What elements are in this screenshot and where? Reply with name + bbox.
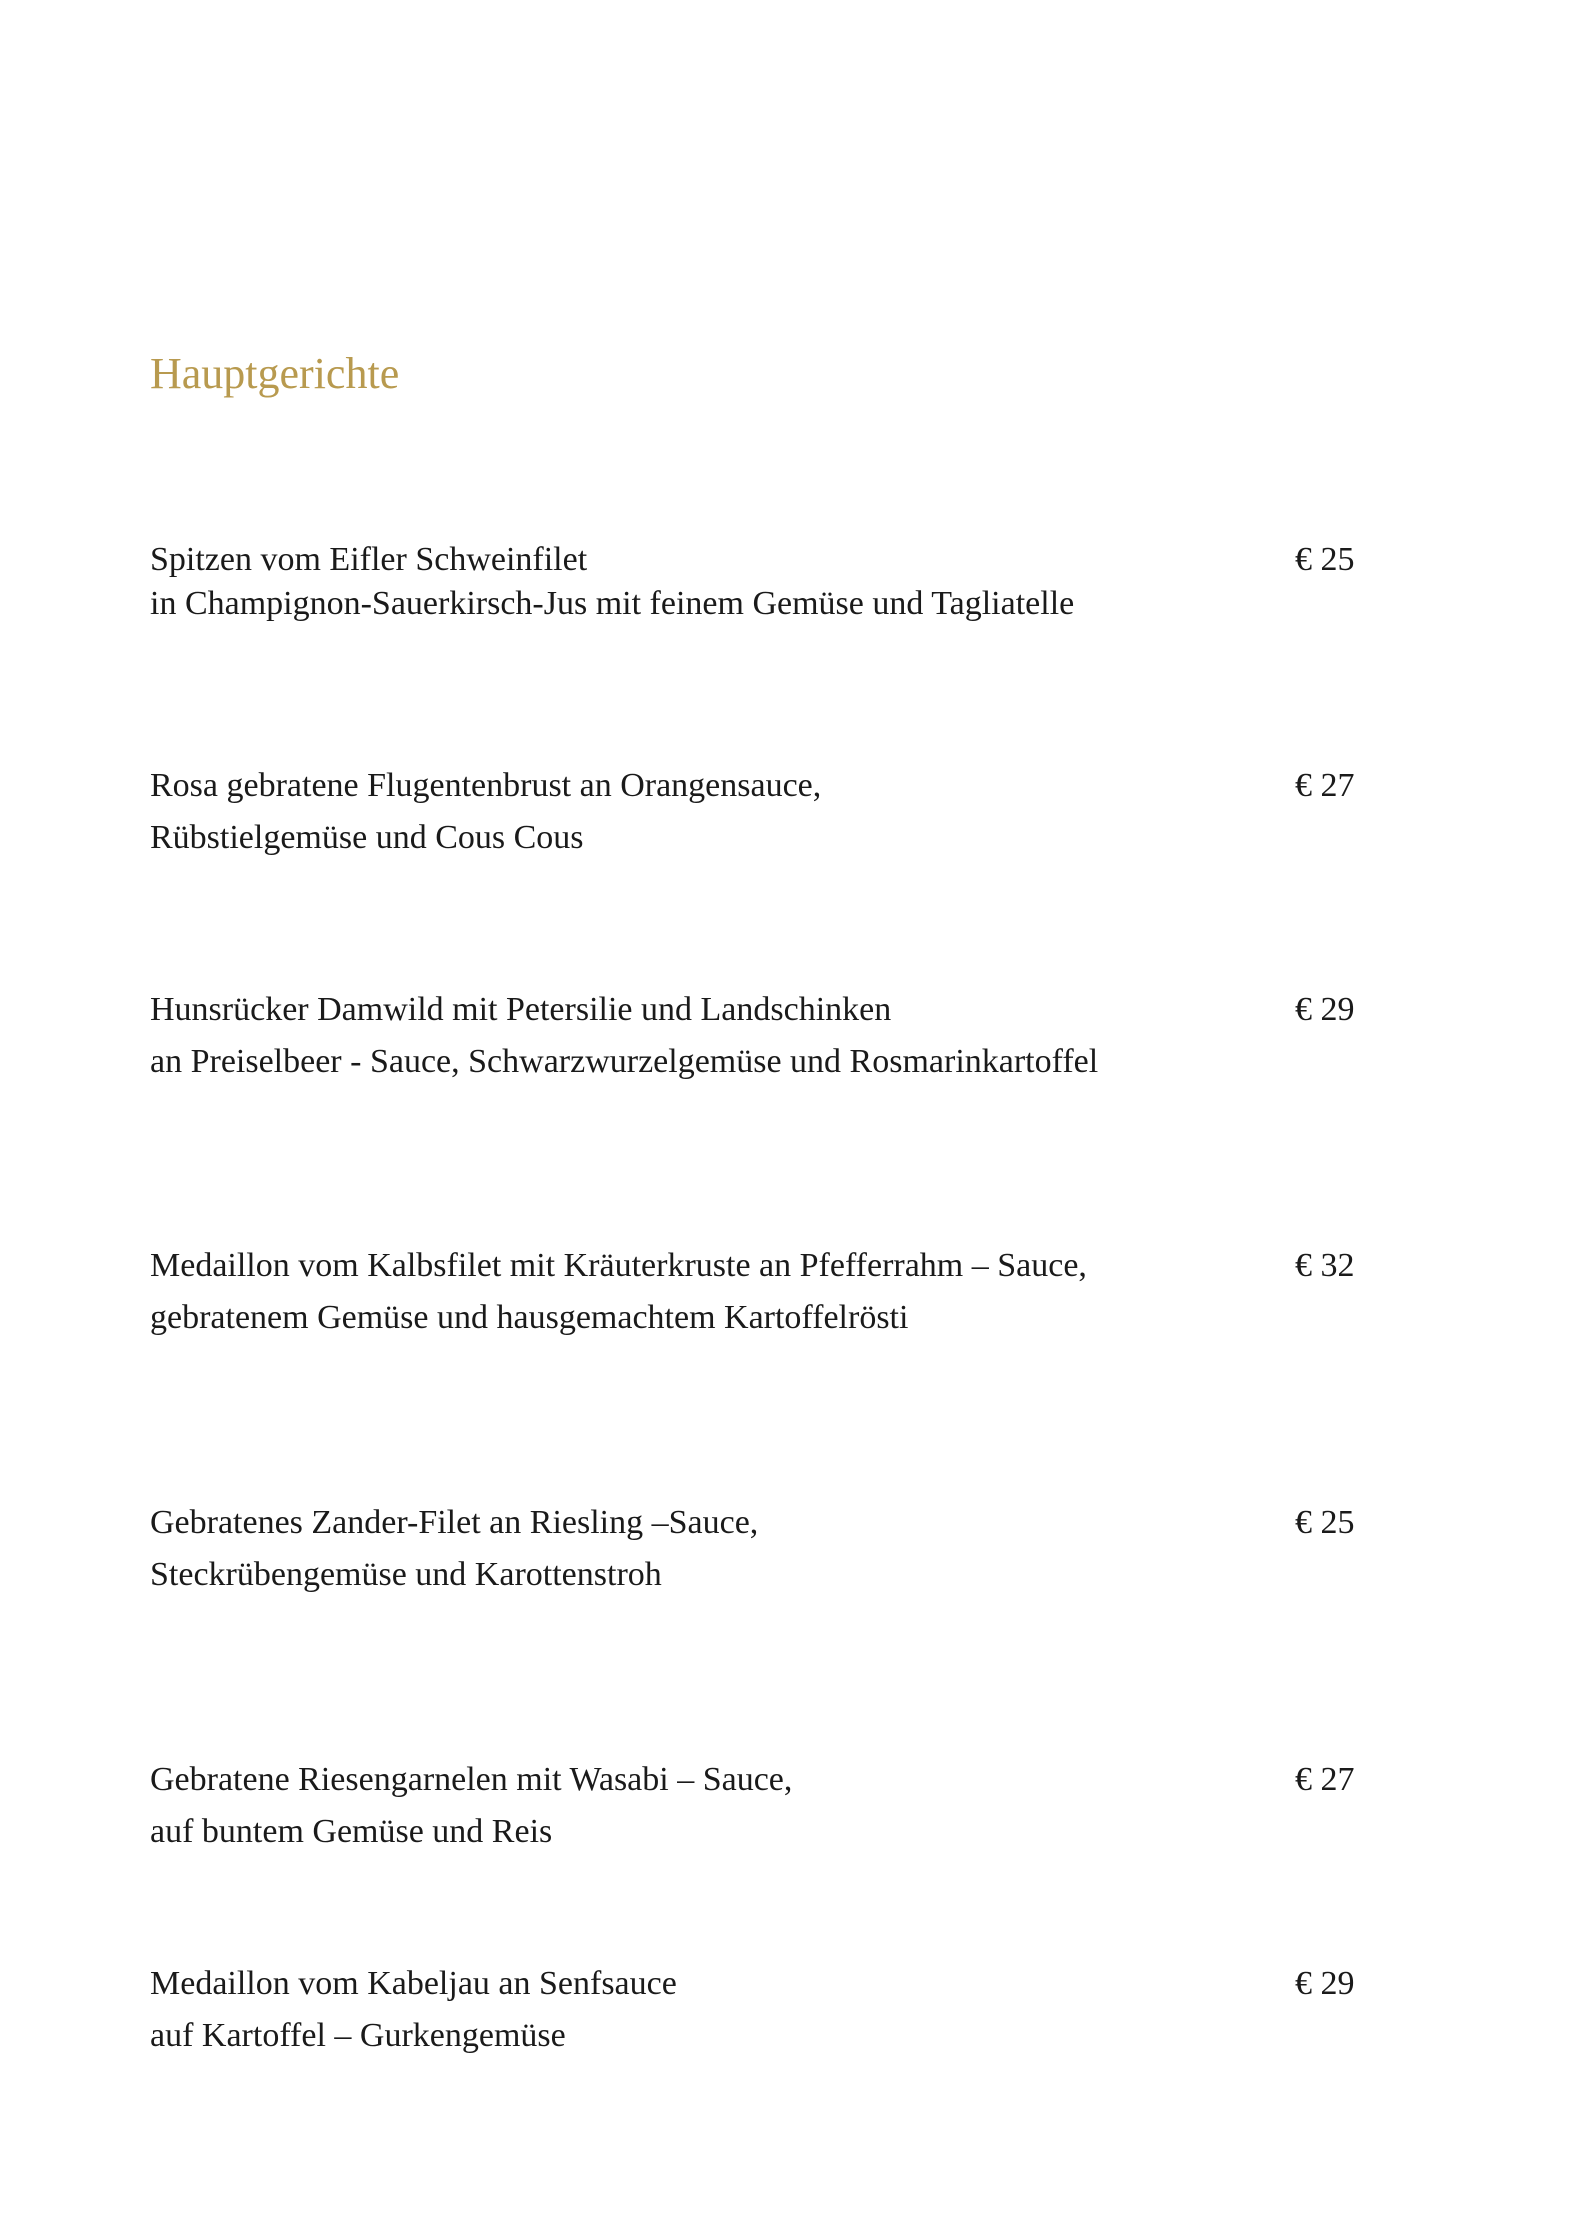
dish-description: Rübstielgemüse und Cous Cous — [150, 819, 584, 856]
dish-price: € 32 — [1295, 1247, 1355, 1284]
dish-price: € 27 — [1295, 1761, 1355, 1798]
dish-title: Medaillon vom Kabeljau an Senfsauce — [150, 1965, 677, 2002]
dish-price: € 29 — [1295, 1965, 1355, 2002]
dish-description: auf buntem Gemüse und Reis — [150, 1813, 553, 1850]
dish-description: Steckrübengemüse und Karottenstroh — [150, 1556, 662, 1593]
menu-item — [150, 1501, 1375, 1597]
section-heading: Hauptgerichte — [150, 349, 400, 398]
dish-price: € 25 — [1295, 541, 1355, 578]
dish-title: Rosa gebratene Flugentenbrust an Orangensauce, — [150, 767, 822, 804]
dish-title: Gebratene Riesengarnelen mit Wasabi – Sauce, — [150, 1761, 793, 1798]
menu-item — [150, 1962, 1375, 2058]
dish-price: € 25 — [1295, 1504, 1355, 1541]
menu-item — [150, 764, 1375, 860]
dish-title: Medaillon vom Kalbsfilet mit Kräuterkruste an Pfefferrahm – Sauce, — [150, 1247, 1087, 1284]
dish-price: € 29 — [1295, 991, 1355, 1028]
dish-description: an Preiselbeer - Sauce, Schwarzwurzelgemüse und Rosmarinkartoffel — [150, 1043, 1099, 1080]
menu-item — [150, 1758, 1375, 1854]
dish-description: in Champignon-Sauerkirsch-Jus mit feinem Gemüse und Tagliatelle — [150, 585, 1075, 622]
menu-item — [150, 1244, 1375, 1340]
dish-description: auf Kartoffel – Gurkengemüse — [150, 2017, 566, 2054]
dish-title: Gebratenes Zander-Filet an Riesling –Sauce, — [150, 1504, 759, 1541]
dish-price: € 27 — [1295, 767, 1355, 804]
dish-title: Hunsrücker Damwild mit Petersilie und Landschinken — [150, 991, 892, 1028]
menu-item — [150, 538, 1375, 626]
menu-item — [150, 988, 1375, 1084]
dish-title: Spitzen vom Eifler Schweinfilet — [150, 541, 588, 578]
dish-description: gebratenem Gemüse und hausgemachtem Kartoffelrösti — [150, 1299, 909, 1336]
